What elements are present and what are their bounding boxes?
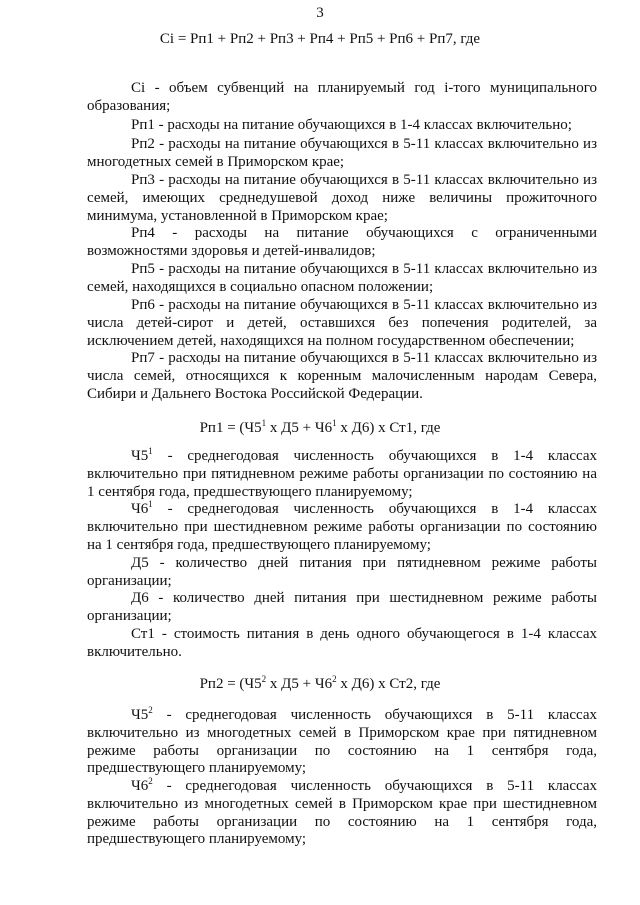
definition-rp1: Рп1 - расходы на питание обучающихся в 1-4 классах включительно;	[131, 117, 572, 133]
definition-rp7: Рп7 - расходы на питание обучающихся в 5-11 классах включительно из числа семей, относящихся к коренным малочисленным народам Севера, Сибири и Дальнего Востока Российской Федерации.	[87, 350, 597, 402]
definition-ch6-1: $Ч6^1$ - среднегодовая численность обучающихся в 1-4 классах включительно при шестидневном режиме работы организации по состоянию на 1 сентября года, предшествующего планируемому;	[87, 499, 597, 553]
definition-ch5-2: $Ч5^2$ - среднегодовая численность обучающихся в 5-11 классах включительно из многодетных семей в Приморском крае при пятидневном режиме работы организации по состоянию на 1 сентября года, предшествующего планируемому;	[87, 705, 597, 777]
formula-rp1: $Рп1 = (Ч5^1$ х $Д5 + Ч6^1$ х Д6) х Ст1, где	[199, 418, 441, 436]
definition-d6: Д6 - количество дней питания при шестидневном режиме работы организации;	[87, 590, 597, 624]
definition-ch6-2: $Ч6^2$ - среднегодовая численность обучающихся в 5-11 классах включительно из многодетных семей в Приморском крае при шестидневном режиме работы организации по состоянию на 1 сентября года, предшествующего планируемому;	[87, 776, 597, 848]
definition-st1: Ст1 - стоимость питания в день одного обучающегося в 1-4 классах включительно.	[87, 626, 597, 660]
definition-rp4: Рп4 - расходы на питание обучающихся с ограниченными возможностями здоровья и детей-инвалидов;	[87, 225, 597, 259]
definition-rp5: Рп5 - расходы на питание обучающихся в 5-11 классах включительно из семей, находящихся в социально опасном положении;	[87, 261, 597, 295]
formula-rp2: $Рп2 = (Ч5^2$ х $Д5 + Ч6^2$ х Д6) х Ст2, где	[199, 674, 441, 692]
definition-rp2: Рп2 - расходы на питание обучающихся в 5-11 классах включительно из многодетных семей в Приморском крае;	[87, 136, 597, 170]
definition-ch5-1: $Ч5^1$ - среднегодовая численность обучающихся в 1-4 классах включительно при пятидневном режиме работы организации по состоянию на 1 сентября года, предшествующего планируемому;	[87, 446, 597, 500]
definition-ci: Ci - объем субвенций на планируемый год i-того муниципального образования;	[87, 80, 597, 114]
definition-d5: Д5 - количество дней питания при пятидневном режиме работы организации;	[87, 555, 597, 589]
page-number: 3	[316, 5, 324, 21]
definition-rp6: Рп6 - расходы на питание обучающихся в 5-11 классах включительно из числа детей-сирот и детей, оставшихся без попечения родителей, за исключением детей, находящихся на полном государственном обеспечении;	[87, 297, 597, 349]
definition-rp3: Рп3 - расходы на питание обучающихся в 5-11 классах включительно из семей, имеющих среднедушевой доход ниже величины прожиточного минимума, установленной в Приморском крае;	[87, 172, 597, 224]
formula-main: Ci = Рп1 + Рп2 + Рп3 + Рп4 + Рп5 + Рп6 + Рп7, где	[159, 31, 481, 47]
